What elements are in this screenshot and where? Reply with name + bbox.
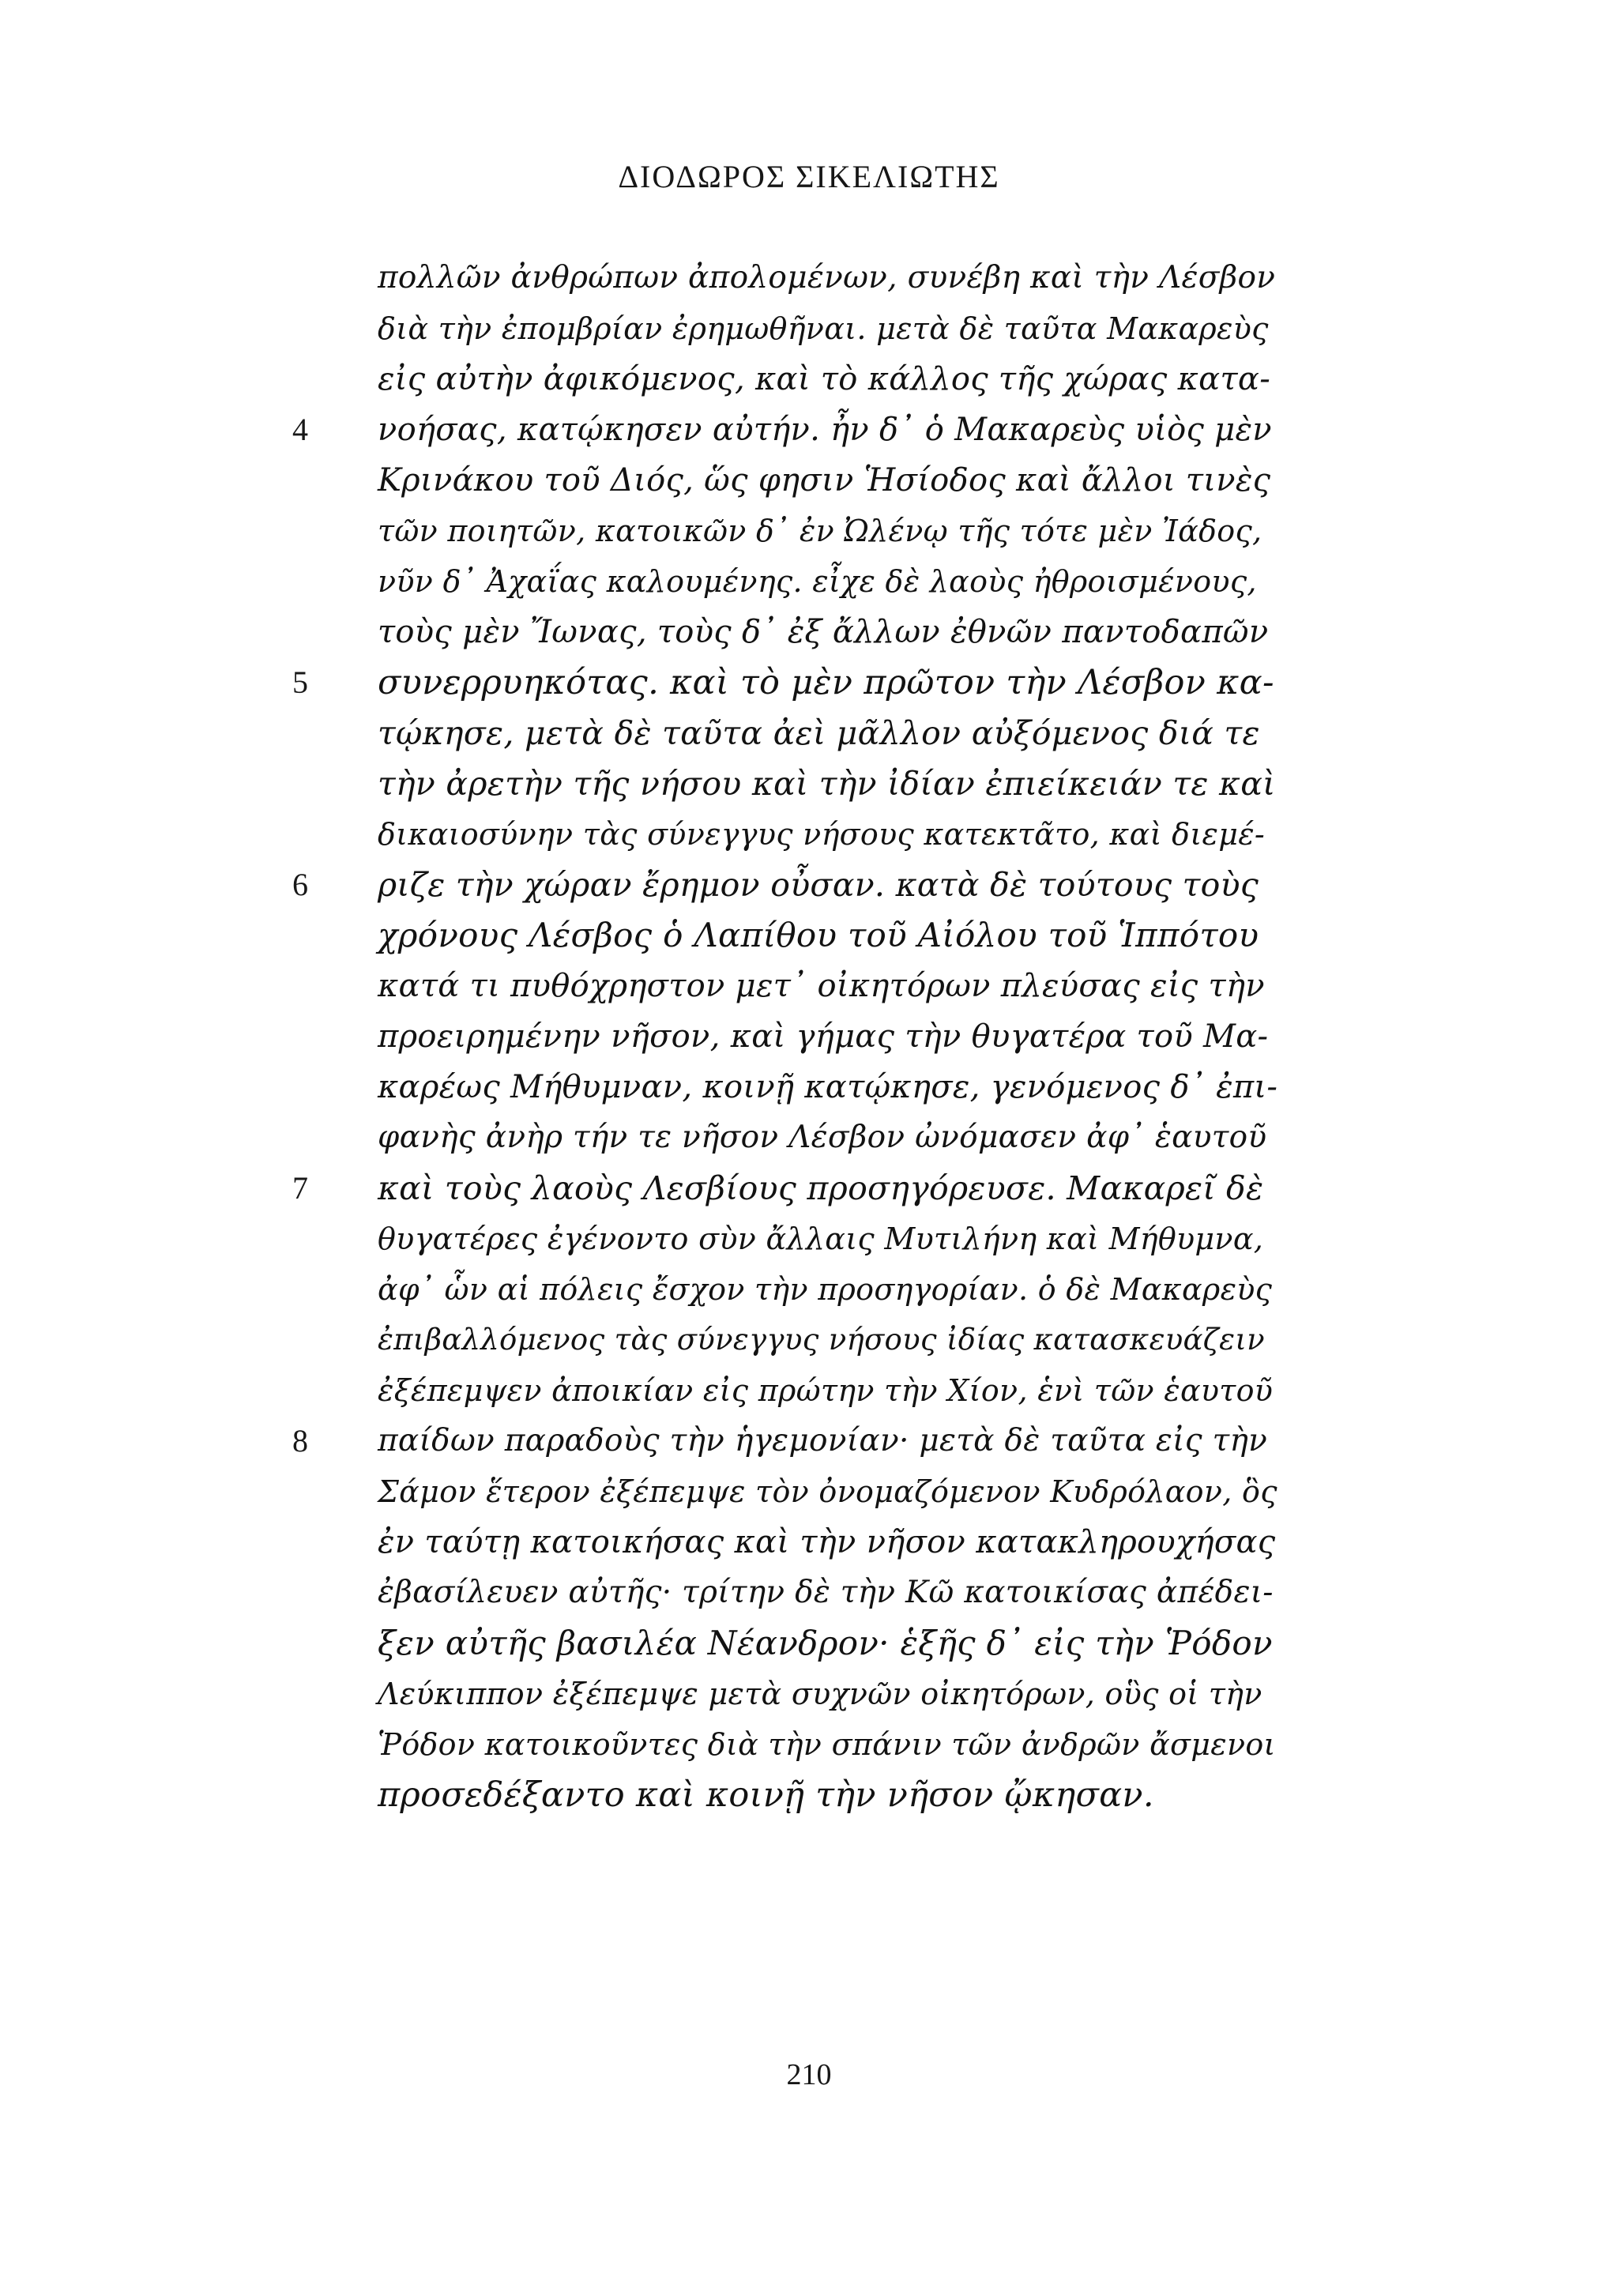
line-text: ξεν αὐτῆς βασιλέα Νέανδρον· ἑξῆς δ᾽ εἰς τὴν Ῥόδον [378, 1624, 1273, 1662]
text-line [0, 253, 1618, 303]
line-text: πολλῶν ἀνθρώπων ἀπολομένων, συνέβη καὶ τὴν Λέσβον [378, 260, 1276, 295]
line-text: προσεδέξαντο καὶ κοινῇ τὴν νῆσον ᾤκησαν. [378, 1775, 1154, 1815]
line-text: ἀφ᾽ ὧν αἱ πόλεις ἔσχον τὴν προσηγορίαν. ὁ δὲ Μακαρεὺς [378, 1272, 1273, 1307]
text-line [0, 1264, 1618, 1315]
line-text: ἐν ταύτῃ κατοικήσας καὶ τὴν νῆσον κατακληρουχήσας [378, 1524, 1276, 1560]
text-line [0, 1062, 1618, 1112]
line-text: τῴκησε, μετὰ δὲ ταῦτα ἀεὶ μᾶλλον αὐξόμενος διά τε [378, 714, 1260, 752]
text-line [0, 607, 1618, 657]
text-line [0, 1315, 1618, 1365]
section-number: 8 [292, 1423, 308, 1459]
line-text: κατά τι πυθόχρηστον μετ᾽ οἰκητόρων πλεύσας εἰς τὴν [378, 968, 1265, 1004]
line-text: παίδων παραδοὺς τὴν ἡγεμονίαν· μετὰ δὲ ταῦτα εἰς τὴν [378, 1423, 1268, 1459]
text-line [0, 708, 1618, 758]
text-line [0, 758, 1618, 809]
line-text: συνερρυηκότας. καὶ τὸ μὲν πρῶτον τὴν Λέσβον κα- [378, 663, 1274, 702]
text-line [0, 303, 1618, 354]
line-text: Κρινάκου τοῦ Διός, ὥς φησιν Ἡσίοδος καὶ ἄλλοι τινὲς [378, 462, 1271, 499]
text-line [0, 354, 1618, 405]
line-text: ἐξέπεμψεν ἀποικίαν εἰς πρώτην τὴν Χίον, ἑνὶ τῶν ἑαυτοῦ [378, 1373, 1274, 1408]
text-line [0, 1719, 1618, 1770]
line-text: καρέως Μήθυμναν, κοινῇ κατῴκησε, γενόμενος δ᾽ ἐπι- [378, 1069, 1278, 1105]
section-number: 4 [292, 412, 308, 447]
text-line [0, 1618, 1618, 1669]
text-line [0, 1568, 1618, 1618]
line-text: τῶν ποιητῶν, κατοικῶν δ᾽ ἐν Ὠλένῳ τῆς τότε μὲν Ἰάδος, [378, 514, 1262, 548]
text-line [0, 1214, 1618, 1264]
text-line [0, 961, 1618, 1011]
line-text: φανὴς ἀνὴρ τήν τε νῆσον Λέσβον ὠνόμασεν ἀφ᾽ ἑαυτοῦ [378, 1120, 1267, 1155]
text-line [0, 910, 1618, 961]
line-text: ριζε τὴν χώραν ἔρημον οὖσαν. κατὰ δὲ τούτους τοὺς [378, 866, 1259, 904]
line-text: Σάμον ἕτερον ἐξέπεμψε τὸν ὀνομαζόμενον Κυδρόλαον, ὃς [378, 1474, 1277, 1509]
text-line [0, 1517, 1618, 1568]
text-line [0, 809, 1618, 860]
page-number: 210 [786, 2058, 832, 2091]
line-text: χρόνους Λέσβος ὁ Λαπίθου τοῦ Αἰόλου τοῦ Ἱππότου [378, 916, 1259, 954]
line-text: ἐβασίλευεν αὐτῆς· τρίτην δὲ τὴν Κῶ κατοικίσας ἀπέδει- [378, 1575, 1274, 1610]
line-text: καὶ τοὺς λαοὺς Λεσβίους προσηγόρευσε. Μακαρεῖ δὲ [378, 1169, 1264, 1207]
text-line [0, 1669, 1618, 1719]
section-number: 5 [292, 664, 308, 700]
running-head: ΔΙΟΔΩΡΟΣ ΣΙΚΕΛΙΩΤΗΣ [618, 159, 1000, 194]
line-text: εἰς αὐτὴν ἀφικόμενος, καὶ τὸ κάλλος τῆς χώρας κατα- [378, 361, 1271, 397]
text-line [0, 860, 1618, 910]
text-line [0, 1466, 1618, 1517]
line-text: διὰ τὴν ἐπομβρίαν ἐρημωθῆναι. μετὰ δὲ ταῦτα Μακαρεὺς [378, 311, 1269, 346]
line-text: τοὺς μὲν Ἴωνας, τοὺς δ᾽ ἐξ ἄλλων ἐθνῶν παντοδαπῶν [378, 614, 1269, 650]
line-text: προειρημένην νῆσον, καὶ γήμας τὴν θυγατέρα τοῦ Μα- [378, 1018, 1269, 1055]
text-line [0, 657, 1618, 708]
line-text: θυγατέρες ἐγένοντο σὺν ἄλλαις Μυτιλήνη καὶ Μήθυμνα, [378, 1221, 1264, 1256]
text-line [0, 455, 1618, 506]
text-line [0, 506, 1618, 556]
line-text: νοήσας, κατῴκησεν αὐτήν. ἦν δ᾽ ὁ Μακαρεὺς υἱὸς μὲν [378, 412, 1272, 448]
line-text: δικαιοσύνην τὰς σύνεγγυς νήσους κατεκτᾶτο, καὶ διεμέ- [378, 817, 1266, 852]
text-line [0, 405, 1618, 455]
line-text: Λεύκιππον ἐξέπεμψε μετὰ συχνῶν οἰκητόρων, οὓς οἱ τὴν [378, 1677, 1262, 1711]
line-text: ἐπιβαλλόμενος τὰς σύνεγγυς νήσους ἰδίας κατασκευάζειν [378, 1323, 1265, 1357]
line-text: τὴν ἀρετὴν τῆς νήσου καὶ τὴν ἰδίαν ἐπιείκειάν τε καὶ [378, 765, 1276, 803]
text-line [0, 1011, 1618, 1062]
text-line [0, 1365, 1618, 1416]
section-number: 6 [292, 867, 308, 902]
text-line [0, 556, 1618, 607]
line-text: Ῥόδον κατοικοῦντες διὰ τὴν σπάνιν τῶν ἀνδρῶν ἄσμενοι [378, 1727, 1276, 1762]
text-line [0, 1163, 1618, 1214]
text-line [0, 1770, 1618, 1820]
section-number: 7 [292, 1170, 308, 1206]
text-line [0, 1416, 1618, 1466]
text-line [0, 1112, 1618, 1163]
line-text: νῦν δ᾽ Ἀχαΐας καλουμένης. εἶχε δὲ λαοὺς ἠθροισμένους, [378, 564, 1257, 599]
